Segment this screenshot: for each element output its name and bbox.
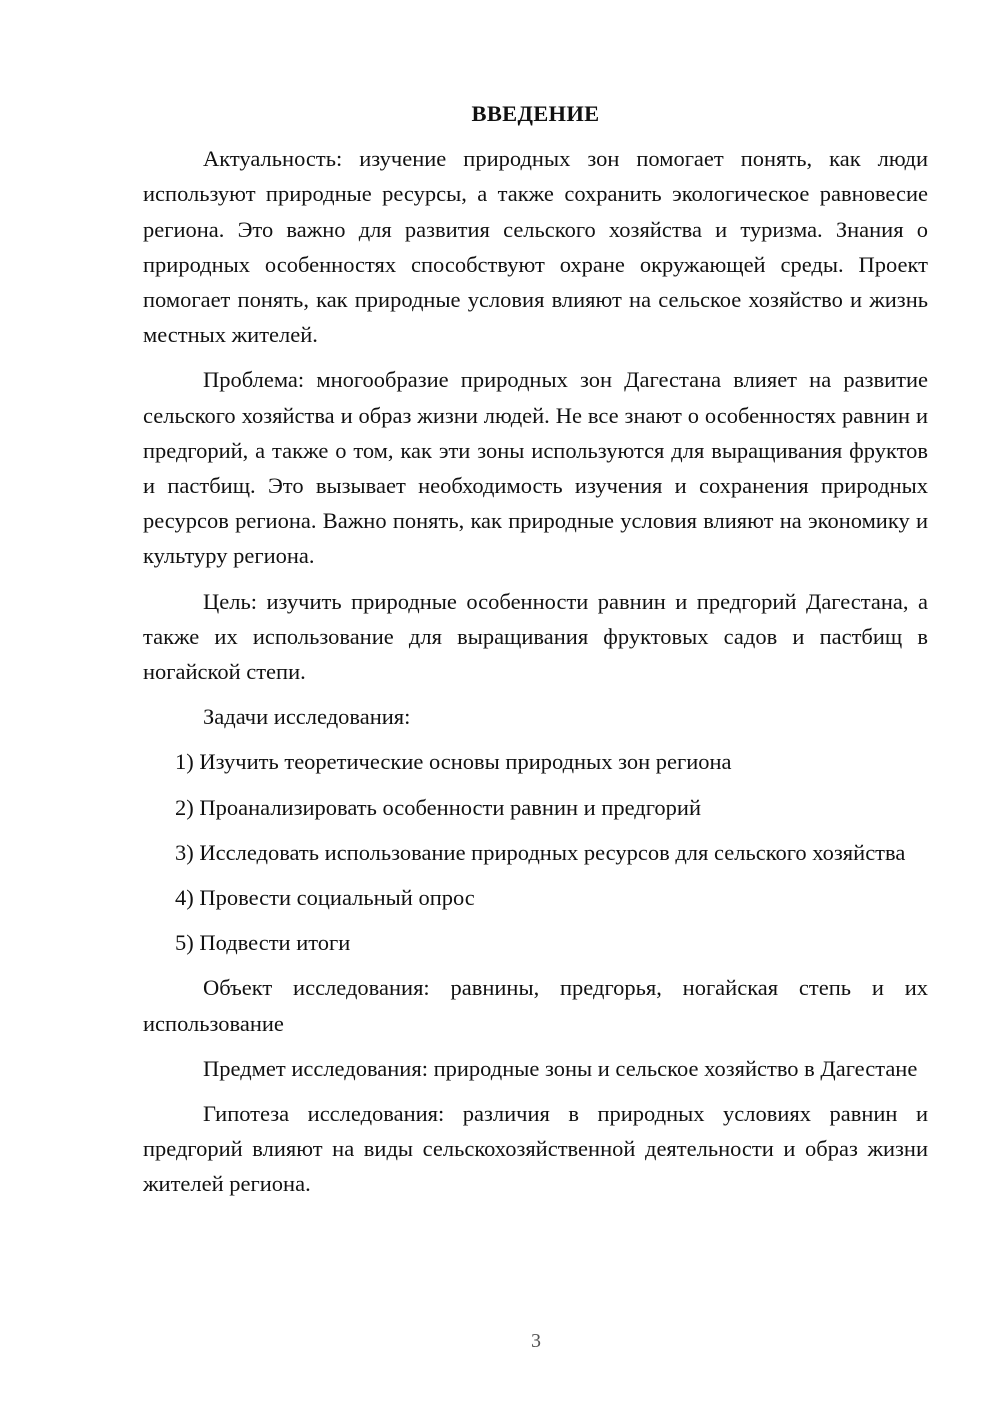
document-page	[143, 96, 928, 1202]
relevance-paragraph: Актуальность: изучение природных зон помогает понять, как люди используют природные ресурсы, а также сохранить экологическое равновесие региона. Это важно для развития сельского хозяйства и туризма. Знания о природных особенностях способствуют охране окружающей среды. Проект помогает понять, как природные условия влияют на сельское хозяйство и жизнь местных жителей.	[143, 146, 928, 348]
problem-paragraph: Проблема: многообразие природных зон Дагестана влияет на развитие сельского хозяйства и образ жизни людей. Не все знают о особенностях равнин и предгорий, а также о том, как эти зоны используются для выращивания фруктов и пастбищ. Это вызывает необходимость изучения и сохранения природных ресурсов региона. Важно понять, как природные условия влияют на экономику и культуру региона.	[143, 367, 928, 569]
task-item-4: 4) Провести социальный опрос	[175, 885, 475, 911]
task-item-1: 1) Изучить теоретические основы природных зон региона	[175, 749, 732, 775]
goal-paragraph: Цель: изучить природные особенности равнин и предгорий Дагестана, а также их использование для выращивания фруктовых садов и пастбищ в ногайской степи.	[143, 588, 928, 685]
page-number: 3	[531, 1330, 541, 1352]
hypothesis-paragraph: Гипотеза исследования: различия в природных условиях равнин и предгорий влияют на виды сельскохозяйственной деятельности и образ жизни жителей региона.	[143, 1101, 928, 1197]
tasks-heading: Задачи исследования:	[203, 704, 411, 730]
task-item-2: 2) Проанализировать особенности равнин и предгорий	[175, 794, 701, 820]
subject-paragraph: Предмет исследования: природные зоны и сельское хозяйство в Дагестане	[203, 1055, 918, 1081]
object-paragraph: Объект исследования: равнины, предгорья, ногайская степь и их использование	[143, 975, 928, 1036]
section-title: ВВЕДЕНИЕ	[471, 101, 600, 126]
task-item-3: 3) Исследовать использование природных ресурсов для сельского хозяйства	[175, 839, 906, 865]
task-item-5: 5) Подвести итоги	[175, 930, 351, 956]
